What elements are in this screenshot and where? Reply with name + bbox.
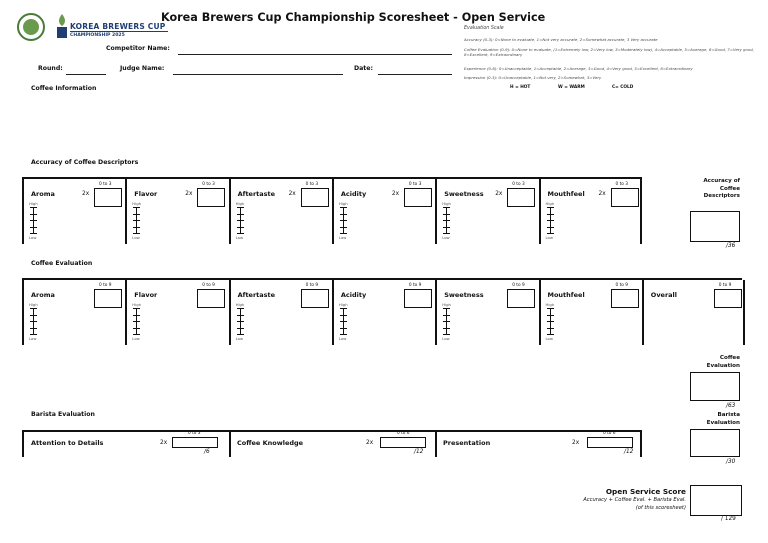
barista-row (22, 430, 642, 457)
acc-mult-2: 2x (288, 191, 296, 197)
attention-max: /6 (204, 449, 210, 455)
eval-label-5: Mouthfeel (547, 291, 585, 299)
rating-scale-marks (237, 308, 244, 335)
acc-range-1: 0 to 3 (202, 182, 215, 187)
acc-label-4: Sweetness (444, 190, 484, 198)
page-title: Korea Brewers Cup Championship Scoresheet - Open Service (161, 11, 546, 24)
eval-score-box-1[interactable] (197, 289, 225, 308)
round-label: Round: (38, 65, 63, 72)
eval-panel-4 (435, 280, 538, 345)
barista-total-label: Barista Evaluation (706, 412, 740, 426)
accuracy-total-max: /36 (726, 243, 736, 249)
eval-score-box-0[interactable] (94, 289, 122, 308)
open-service-score-title: Open Service Score (605, 487, 686, 496)
eval-panel-0 (22, 280, 125, 345)
barista-heading: Barista Evaluation (31, 411, 95, 418)
rating-scale-marks (340, 207, 347, 234)
acc-panel-5 (539, 179, 642, 244)
scale-high-label: High (235, 201, 245, 206)
evaluation-total-box[interactable] (690, 372, 740, 401)
acc-panel-2 (229, 179, 332, 244)
rating-scale-marks (547, 207, 554, 234)
eval-range-4: 0 to 9 (512, 283, 525, 288)
scale-accuracy: Accuracy (0-3): 0=None to evaluate, 1=Not very accurate, 2=Somewhat accurate, 3 Very accurate (464, 37, 658, 42)
rating-scale-marks (133, 308, 140, 335)
coffee-info-heading: Coffee Information (31, 85, 97, 92)
evaluation-heading: Coffee Evaluation (31, 260, 93, 267)
scale-low-label: Low (29, 235, 37, 240)
attention-label: Attention to Details (31, 439, 104, 447)
presentation-score-box[interactable] (587, 437, 633, 448)
scale-high-label: High (132, 302, 142, 307)
knowledge-score-box[interactable] (380, 437, 426, 448)
eval-panel-6 (642, 280, 745, 345)
rating-scale-marks (237, 207, 244, 234)
attention-mult: 2x (160, 440, 168, 446)
eval-score-box-4[interactable] (507, 289, 535, 308)
scale-low-label: Low (132, 235, 140, 240)
scale-impression: Impression (0-3): 0=Unacceptable, 1=Not very, 2=Somewhat, 3=Very (464, 75, 602, 80)
accuracy-total-box[interactable] (690, 211, 740, 242)
open-service-score-box[interactable] (690, 485, 742, 516)
logo-title: KOREA BREWERS CUP (70, 22, 166, 31)
scale-high-label: High (338, 201, 348, 206)
kbc-logo-mark (56, 13, 68, 39)
eval-panel-5 (539, 280, 642, 345)
competitor-field[interactable] (178, 54, 452, 55)
acc-score-box-1[interactable] (197, 188, 225, 207)
rating-scale-marks (443, 207, 450, 234)
knowledge-label: Coffee Knowledge (237, 439, 304, 447)
scale-coffee-eval: Coffee Evaluation (0-9): 0=None to evaluate, (1=Extremely low, 2=Very low, 3=Moderately low), 4=Acceptable, 5=Average, 6=Good, 7=Very good, 8=Excellent, 9=Extraordinary (464, 47, 754, 58)
accuracy-heading: Accuracy of Coffee Descriptors (31, 159, 139, 166)
scale-high-label: High (338, 302, 348, 307)
acc-mult-4: 2x (495, 191, 503, 197)
scale-high-label: High (29, 201, 38, 206)
rating-scale-marks (133, 207, 140, 234)
eval-score-box-3[interactable] (404, 289, 432, 308)
eval-label-3: Acidity (340, 291, 367, 299)
score-formula: Accuracy + Coffee Eval. + Barista Eval. (583, 497, 686, 503)
eval-range-3: 0 to 9 (408, 283, 422, 288)
accuracy-total-label: Accuracy of Coffee Descriptors (703, 178, 740, 199)
scale-low-label: Low (545, 336, 553, 341)
rating-scale-marks (547, 308, 554, 335)
knowledge-range: 0 to 6 (397, 431, 410, 436)
competitor-label: Competitor Name: (106, 45, 170, 52)
attention-score-box[interactable] (172, 437, 218, 448)
knowledge-mult: 2x (366, 440, 374, 446)
eval-score-box-6[interactable] (714, 289, 742, 308)
scale-low-label: Low (235, 336, 244, 341)
acc-label-1: Flavor (134, 190, 158, 198)
evaluation-total-label: Coffee Evaluation (706, 355, 740, 369)
date-field[interactable] (378, 74, 452, 75)
acc-range-3: 0 to 3 (408, 182, 422, 187)
eval-range-5: 0 to 9 (615, 283, 629, 288)
acc-mult-0: 2x (82, 191, 90, 197)
eval-label-1: Flavor (134, 291, 158, 299)
scale-high-label: High (545, 201, 555, 206)
temp-warm: W = WARM (558, 85, 585, 90)
eval-score-box-5[interactable] (611, 289, 639, 308)
scale-low-label: Low (338, 336, 347, 341)
acc-score-box-0[interactable] (94, 188, 122, 207)
barista-divider-1 (229, 431, 231, 457)
acc-label-2: Aftertaste (237, 190, 276, 198)
acc-panel-4 (435, 179, 538, 244)
judge-label: Judge Name: (120, 65, 165, 72)
eval-panel-3 (332, 280, 435, 345)
scale-title: Evaluation Scale (464, 26, 504, 31)
scale-low-label: Low (338, 235, 347, 240)
eval-panel-1 (125, 280, 228, 345)
presentation-mult: 2x (572, 440, 580, 446)
eval-range-2: 0 to 9 (305, 283, 319, 288)
eval-label-2: Aftertaste (237, 291, 276, 299)
rating-scale-marks (30, 308, 37, 335)
date-label: Date: (354, 65, 373, 72)
logo-subtitle: CHAMPIONSHIP 2025 (70, 33, 125, 38)
acc-label-0: Aroma (31, 190, 55, 198)
scale-low-label: Low (235, 235, 244, 240)
rating-scale-marks (443, 308, 450, 335)
eval-label-4: Sweetness (444, 291, 484, 299)
scale-high-label: High (545, 302, 555, 307)
scale-high-label: High (132, 201, 142, 206)
scale-high-label: High (442, 302, 451, 307)
attention-range: 0 to 3 (188, 431, 201, 436)
acc-score-box-2[interactable] (301, 188, 329, 207)
acc-mult-1: 2x (185, 191, 193, 197)
acc-range-5: 0 to 3 (615, 182, 629, 187)
scale-high-label: High (29, 302, 38, 307)
barista-total-box[interactable] (690, 429, 740, 457)
scale-high-label: High (442, 201, 451, 206)
eval-label-6: Overall (650, 291, 678, 299)
barista-total-max: /30 (726, 459, 736, 465)
championship-seal-logo (17, 13, 45, 41)
acc-score-box-4[interactable] (507, 188, 535, 207)
temp-hot: H = HOT (510, 85, 531, 90)
logo-divider (70, 31, 168, 32)
acc-mult-5: 2x (598, 191, 606, 197)
rating-scale-marks (30, 207, 37, 234)
acc-panel-3 (332, 179, 435, 244)
rating-scale-marks (340, 308, 347, 335)
scale-low-label: Low (132, 336, 140, 341)
acc-range-0: 0 to 3 (99, 182, 112, 187)
presentation-label: Presentation (443, 439, 491, 447)
scale-low-label: Low (442, 235, 450, 240)
evaluation-total-max: /63 (726, 403, 736, 409)
acc-range-2: 0 to 3 (305, 182, 319, 187)
acc-label-5: Mouthfeel (547, 190, 585, 198)
scale-low-label: Low (29, 336, 37, 341)
eval-score-box-2[interactable] (301, 289, 329, 308)
scale-low-label: Low (545, 235, 553, 240)
knowledge-max: /12 (414, 449, 424, 455)
round-field[interactable] (66, 74, 106, 75)
eval-label-0: Aroma (31, 291, 55, 299)
scale-experience: Experience (0-6): 0=Unacceptable, 1=Acceptable, 2=Average, 3=Good, 4=Very good, 5=Excellent, 6=Extraordinary (464, 66, 693, 71)
barista-divider-2 (435, 431, 437, 457)
acc-range-4: 0 to 3 (512, 182, 525, 187)
acc-score-box-3[interactable] (404, 188, 432, 207)
acc-score-box-5[interactable] (611, 188, 639, 207)
eval-range-0: 0 to 9 (99, 283, 112, 288)
acc-label-3: Acidity (340, 190, 367, 198)
eval-range-1: 0 to 9 (202, 283, 215, 288)
acc-panel-0 (22, 179, 125, 244)
presentation-max: /12 (624, 449, 634, 455)
open-service-score-max: / 129 (721, 516, 736, 522)
presentation-range: 0 to 6 (603, 431, 616, 436)
eval-panel-2 (229, 280, 332, 345)
score-note: (of this scoresheet) (635, 505, 686, 511)
acc-mult-3: 2x (391, 191, 400, 197)
eval-range-6: 0 to 9 (718, 283, 732, 288)
scale-low-label: Low (442, 336, 450, 341)
acc-panel-1 (125, 179, 228, 244)
judge-field[interactable] (173, 74, 343, 75)
scale-high-label: High (235, 302, 245, 307)
temp-cold: C= COLD (612, 85, 634, 90)
